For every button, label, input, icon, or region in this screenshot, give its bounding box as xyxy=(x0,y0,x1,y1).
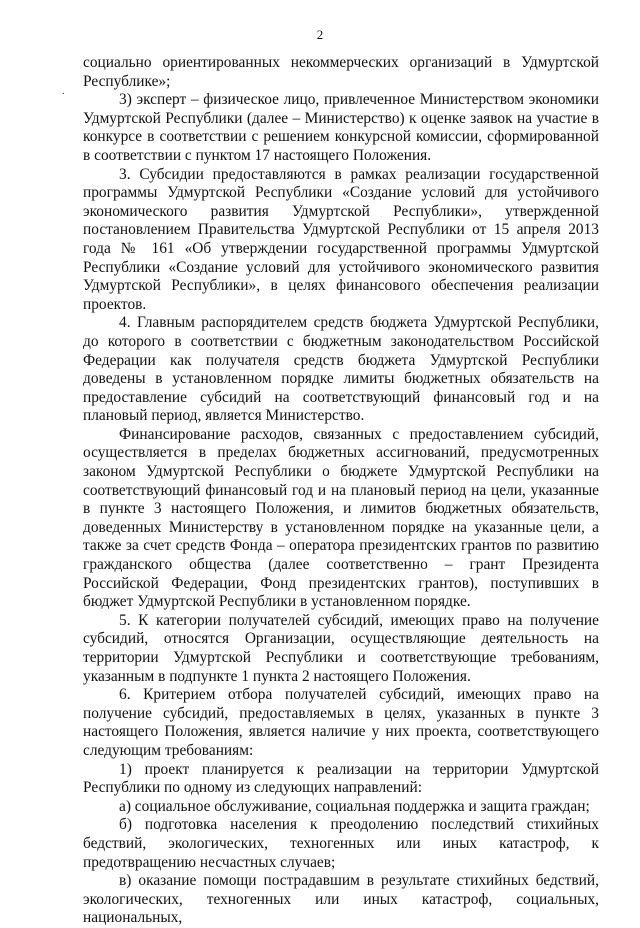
paragraph-5-recipients: 5. К категории получателей субсидий, имеющих право на получение субсидий, относятся Организации, осуществляющие деятельность на территории Удмуртской Республики и соответствующие требованиям, указанным в подпункте 1 пункта 2 настоящего Положения. xyxy=(83,611,599,685)
paragraph-3-subsidies: 3. Субсидии предоставляются в рамках реализации государственной программы Удмуртской Республики «Создание условий для устойчивого экономического развития Удмуртской Республики», утвержденной постановлением Правительства Удмуртской Республики от 15 апреля 2013 года № 161 «Об утверждении государственной программы Удмуртской Республики «Создание условий для устойчивого экономического развития Удмуртской Республики», в целях финансового обеспечения реализации проектов. xyxy=(83,165,599,313)
paragraph-4-budget-manager: 4. Главным распорядителем средств бюджета Удмуртской Республики, до которого в соответствии с бюджетным законодательством Российской Федерации как получателя средств бюджета Удмуртской Республики доведены в установленном порядке лимиты бюджетных обязательств на предоставление субсидий на соответствующий финансовый год и на плановый период, является Министерство. xyxy=(83,314,599,425)
paragraph-financing: Финансирование расходов, связанных с предоставлением субсидий, осуществляется в пределах бюджетных ассигнований, предусмотренных законом Удмуртской Республики о бюджете Удмуртской Республики на соответствующий финансовый год и на плановый период на цели, указанные в пункте 3 настоящего Положения, и лимитов бюджетных обязательств, доведенных Министерству в установленном порядке на указанные цели, а также за счет средств Фонда – оператора президентских грантов по развитию гражданского общества (далее соответственно – грант Президента Российской Федерации, Фонд президентских грантов), поступивших в бюджет Удмуртской Республики в установленном порядке. xyxy=(83,425,599,611)
list-item-a: а) социальное обслуживание, социальная поддержка и защита граждан; xyxy=(119,797,590,815)
list-item-b: б) подготовка населения к преодолению последствий стихийных бедствий, экологических, техногенных или иных катастроф, к предотвращению несчастных случаев; xyxy=(83,816,599,871)
list-item-1-project: 1) проект планируется к реализации на территории Удмуртской Республики по одному из следующих направлений: xyxy=(83,760,599,797)
document-body xyxy=(83,54,599,928)
list-item-v: в) оказание помощи пострадавшим в результате стихийных бедствий, экологических, техногенных или иных катастроф, социальных, национальных, xyxy=(83,872,599,927)
page-number: 2 xyxy=(316,27,324,42)
margin-mark: . xyxy=(62,85,65,97)
paragraph-expert-definition: 3) эксперт – физическое лицо, привлеченное Министерством экономики Удмуртской Республики (далее – Министерство) к оценке заявок на участие в конкурсе в соответствии с решением конкурсной комиссии, сформированной в соответствии с пунктом 17 настоящего Положения. xyxy=(83,91,599,164)
paragraph-6-criterion: 6. Критерием отбора получателей субсидий, имеющих право на получение субсидий, предоставляемых в целях, указанных в пункте 3 настоящего Положения, является наличие у них проекта, соответствующего следующим требованиям: xyxy=(83,686,599,759)
paragraph-continuation: социально ориентированных некоммерческих организаций в Удмуртской Республике»; xyxy=(83,54,599,90)
